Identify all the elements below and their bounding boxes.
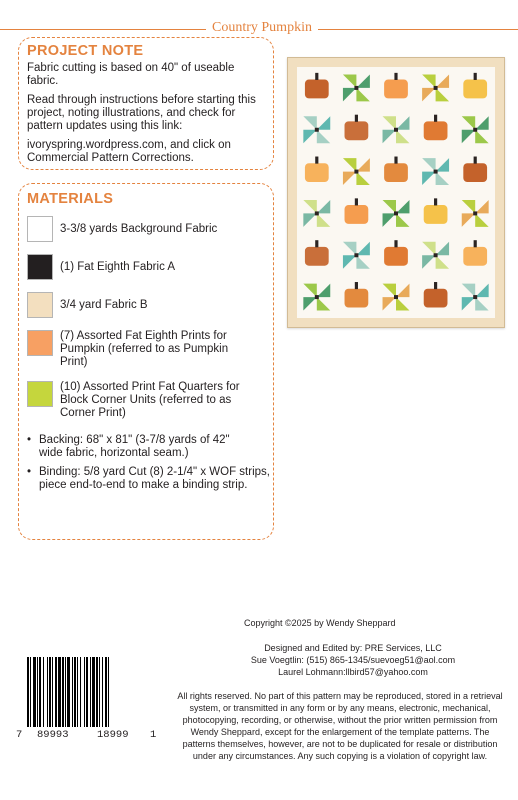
fabric-swatch — [27, 292, 53, 318]
materials-box — [18, 183, 274, 540]
fabric-swatch — [27, 330, 53, 356]
credit-line: Laurel Lohmann:llbird57@yahoo.com — [278, 667, 428, 677]
materials-list — [27, 216, 265, 420]
project-note-text — [27, 62, 265, 165]
barcode — [25, 657, 157, 727]
pattern-title: Country Pumpkin — [206, 18, 318, 38]
note-paragraph: Fabric cutting is based on 40" of useable fabric. — [27, 62, 235, 87]
quilt-image — [297, 67, 495, 318]
barcode-digit: 1 — [150, 729, 157, 741]
fabric-swatch — [27, 381, 53, 407]
material-item — [27, 292, 265, 318]
material-item — [27, 330, 265, 369]
project-note-heading: PROJECT NOTE — [27, 43, 144, 59]
copyright-text: Copyright ©2025 by Wendy Sheppard — [244, 618, 396, 628]
credit-line: Designed and Edited by: PRE Services, LLC — [264, 643, 442, 653]
material-item — [27, 216, 265, 242]
material-label: (1) Fat Eighth Fabric A — [60, 261, 176, 273]
materials-heading: MATERIALS — [27, 191, 114, 207]
credit-line: Sue Voegtlin: (515) 865-1345/suevoeg51@aol.com — [250, 655, 456, 665]
note-paragraph: Read through instructions before starting this project, noting illustrations, and check for pattern updates using this link: — [27, 94, 256, 132]
material-label: (7) Assorted Fat Eighth Prints for Pumpkin (referred to as Pumpkin Print) — [60, 330, 229, 368]
quilt-illustration — [287, 57, 505, 328]
material-label: 3-3/8 yards Background Fabric — [60, 223, 218, 235]
project-note-box — [18, 37, 274, 170]
note-link-paragraph: ivoryspring.wordpress.com, and click on Commercial Pattern Corrections. — [27, 139, 231, 164]
credits — [228, 642, 478, 678]
material-item — [27, 254, 265, 280]
barcode-digits: 89993 — [37, 729, 69, 741]
materials-bullets — [27, 434, 270, 492]
binding-bullet: • Binding: 5/8 yard Cut (8) 2-1/4" x WOF strips, piece end-to-end to make a binding strip. — [27, 466, 271, 492]
backing-bullet: • Backing: 68" x 81" (3-7/8 yards of 42" wide fabric, horizontal seam.) — [27, 434, 249, 460]
barcode-digits: 18999 — [97, 729, 129, 741]
fabric-swatch — [27, 216, 53, 242]
material-item — [27, 381, 265, 420]
material-label: (10) Assorted Print Fat Quarters for Block Corner Units (referred to as Corner Print) — [60, 381, 240, 419]
material-label: 3/4 yard Fabric B — [60, 299, 148, 311]
fabric-swatch — [27, 254, 53, 280]
barcode-digit: 7 — [16, 729, 23, 741]
rights-text: All rights reserved. No part of this pattern may be reproduced, stored in a retrieval system, or transmitted in any form or by any means, electronic, mechanical, photocopying, recording, or otherwise, without the prior written permission from Wendy Sheppard, except for the enlargement of the template patterns. The patterns themselves, however, are not to be duplicated for resale or distribution under any circumstances. Any such copying is a violation of copyright law. — [177, 691, 503, 761]
